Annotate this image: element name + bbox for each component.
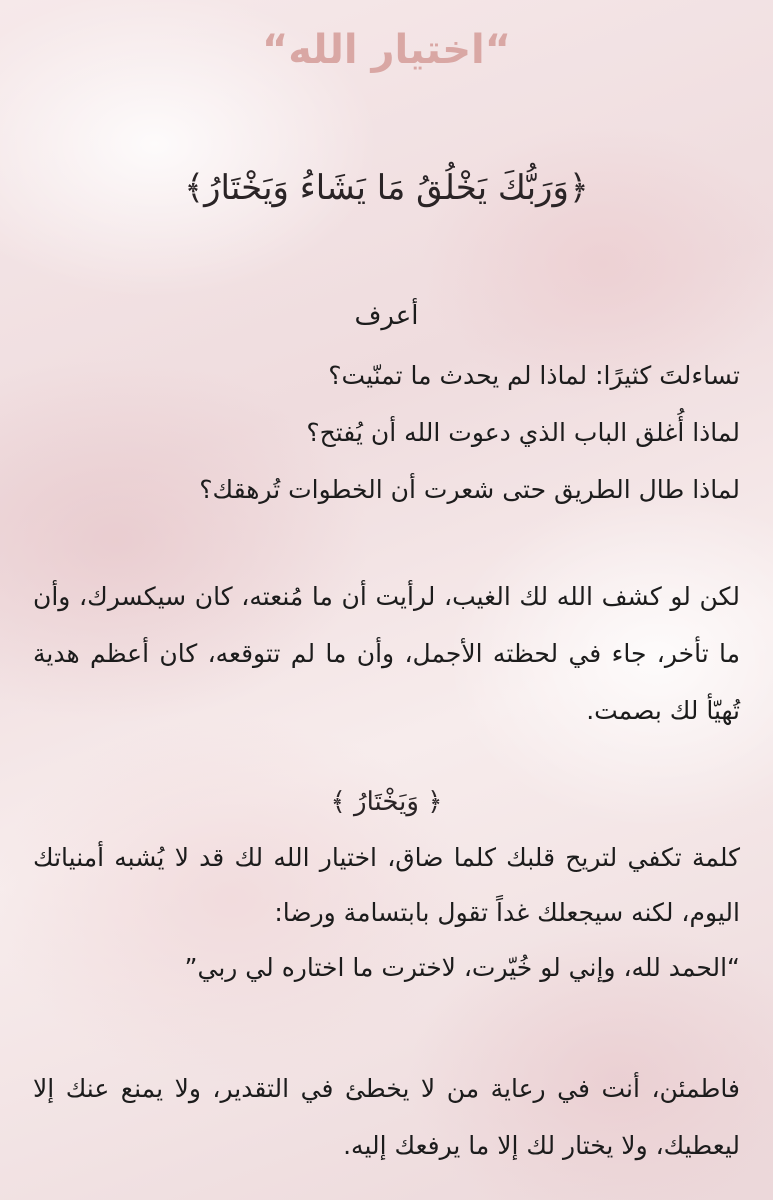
paragraph-meaning-text: كلمة تكفي لتريح قلبك كلما ضاق، اختيار الله لك قد لا يُشبه أمنياتك اليوم، لكنه سيجعلك غداً تقول بابتسامة ورضا: <box>33 843 740 927</box>
questions-block <box>33 347 740 518</box>
question-line: تساءلتَ كثيرًا: لماذا لم يحدث ما تمنّيت؟ <box>328 361 740 390</box>
question-line: لماذا أُغلق الباب الذي دعوت الله أن يُفتح؟ <box>306 418 740 447</box>
paragraph-closing: فاطمئن، أنت في رعاية من لا يخطئ في التقدير، ولا يمنع عنك إلا ليعطيك، ولا يختار لك إلا ما يرفعك إليه. <box>33 1074 740 1160</box>
quran-verse: ﴿وَرَبُّكَ يَخْلُقُ مَا يَشَاءُ وَيَخْتَارُ﴾ <box>184 168 589 208</box>
paragraph-meaning <box>33 830 740 995</box>
quote-line: “الحمد لله، وإني لو خُيّرت، لاخترت ما اختاره لي ربي” <box>184 953 740 982</box>
quran-word: ﴿ وَيَخْتَارُ ﴾ <box>330 787 443 817</box>
section-heading: أعرف <box>354 301 419 331</box>
paragraph-reflection: لكن لو كشف الله لك الغيب، لرأيت أن ما مُنعته، كان سيكسرك، وأن ما تأخر، جاء في لحظته الأجمل، وأن ما لم تتوقعه، كان أعظم هدية تُهيّأ لك بصمت. <box>33 582 740 725</box>
page-title: “اختيار الله“ <box>261 27 512 73</box>
question-line: لماذا طال الطريق حتى شعرت أن الخطوات تُرهقك؟ <box>199 475 740 504</box>
